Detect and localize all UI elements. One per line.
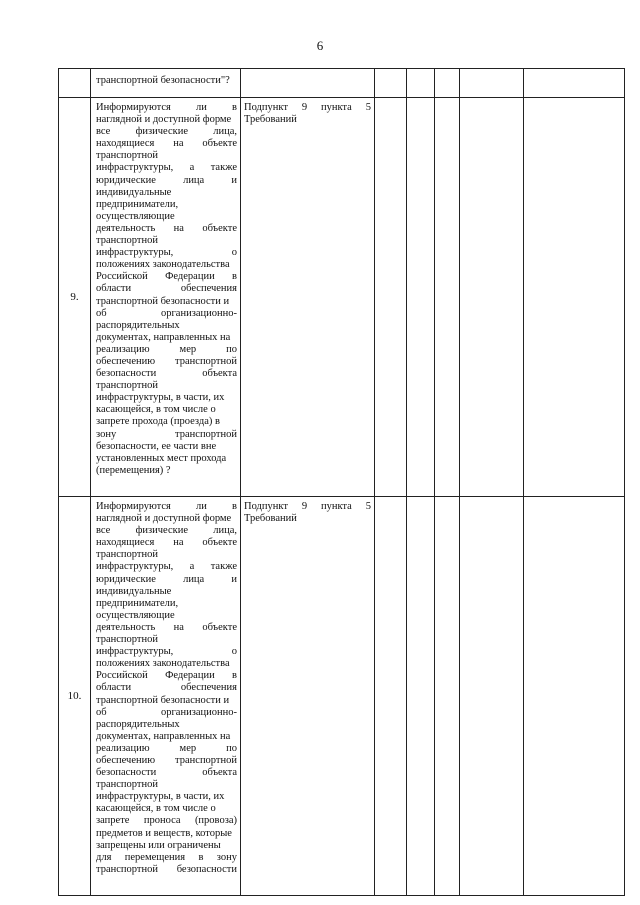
comment-cell (524, 69, 625, 98)
table-row-continuation (59, 69, 625, 98)
text-line (96, 622, 237, 634)
text-line: транспортной (96, 380, 158, 392)
answer-cell-yes (375, 497, 407, 896)
text-line: наглядной и доступной форме (96, 114, 232, 126)
notes-cell (460, 98, 524, 497)
text-line: инфраструктуры, в части, их (96, 392, 225, 404)
text-line: безопасности, ее части вне (96, 440, 217, 452)
text-line (244, 102, 371, 114)
text-word: Информируются (96, 102, 171, 113)
text-word: обеспечения (180, 682, 237, 694)
text-word: зону (216, 851, 237, 863)
text-word: в (232, 670, 237, 682)
text-word: транспортной (175, 428, 237, 440)
text-word: лица (183, 573, 205, 585)
text-line: транспортной (96, 150, 158, 162)
text-line (96, 162, 237, 174)
text-line: предприниматели, (96, 198, 179, 210)
text-line (96, 223, 237, 235)
text-line: касающейся, в том числе о (96, 404, 216, 416)
text-line: наглядной и доступной форме (96, 513, 232, 525)
requirement-cell (241, 69, 375, 98)
text-line: транспортной (96, 634, 158, 646)
text-word: все (96, 126, 111, 138)
text-word: по (226, 742, 237, 754)
answer-cell-no (407, 98, 435, 497)
text-line (96, 646, 237, 658)
text-word: инфраструктуры, (96, 646, 174, 658)
comment-cell (524, 98, 625, 497)
text-word: лица, (213, 525, 237, 537)
text-word: Федерации (165, 271, 215, 283)
text-word: в (198, 851, 204, 863)
text-word: находящиеся (96, 138, 155, 150)
text-word: Подпункт (244, 102, 288, 113)
notes-cell (460, 497, 524, 896)
text-line (96, 126, 237, 138)
text-word: запрете (96, 815, 130, 827)
text-word: области (96, 283, 132, 295)
text-word: ли (196, 102, 207, 113)
text-line: положениях законодательства (96, 259, 230, 271)
text-line: распорядительных (96, 718, 180, 730)
text-word: мер (179, 343, 197, 355)
text-line (96, 864, 237, 876)
text-line: установленных мест прохода (96, 452, 227, 464)
text-word: и (231, 573, 237, 585)
page-number: 6 (316, 38, 324, 53)
text-word: объекте (202, 621, 237, 633)
text-line (96, 102, 237, 114)
question-text (91, 497, 241, 896)
notes-cell (460, 69, 524, 98)
text-line: предметов и веществ, которые (96, 827, 232, 839)
text-word: Российской (96, 271, 148, 283)
text-line (244, 501, 371, 513)
text-line (96, 852, 237, 864)
text-line (96, 537, 237, 549)
text-word: Подпункт (244, 501, 288, 512)
text-line: транспортной безопасности и (96, 694, 230, 706)
text-line: положениях законодательства (96, 658, 230, 670)
text-word: объекте (202, 138, 237, 150)
text-word: Российской (96, 670, 148, 682)
text-word: объекта (202, 368, 237, 380)
answer-cell-na (435, 497, 460, 896)
text-word: на (173, 222, 184, 234)
text-word: транспортной (175, 754, 237, 766)
text-word: объекта (202, 767, 237, 779)
text-word: обеспечению (96, 754, 156, 766)
text-word: обеспечения (180, 283, 237, 295)
checklist-table (58, 68, 625, 896)
question-text (91, 98, 241, 497)
text-word: обеспечению (96, 355, 156, 367)
text-word: области (96, 682, 132, 694)
text-word: лица, (213, 126, 237, 138)
text-word: реализацию (96, 742, 150, 754)
text-line (96, 175, 237, 187)
text-line: (перемещения) ? (96, 464, 171, 476)
text-line: Требований (244, 513, 297, 525)
text-line (96, 271, 237, 283)
text-line: инфраструктуры, в части, их (96, 791, 225, 803)
text-word: реализацию (96, 343, 150, 355)
text-word: транспортной (175, 355, 237, 367)
text-line (96, 283, 237, 295)
text-line (96, 707, 237, 719)
table-row (59, 497, 625, 896)
text-word: также (210, 162, 237, 174)
text-word: в (232, 102, 237, 113)
text-word: безопасности (96, 767, 157, 779)
answer-cell-na (435, 69, 460, 98)
text-word: на (173, 537, 184, 549)
text-word: 9 (301, 102, 308, 113)
text-line: индивидуальные (96, 186, 172, 198)
requirement-reference (241, 497, 375, 896)
text-word: ли (196, 501, 207, 512)
text-line (96, 670, 237, 682)
text-line (96, 561, 237, 573)
text-line (96, 344, 237, 356)
text-line: транспортной (96, 235, 158, 247)
text-line (96, 138, 237, 150)
text-word: по (226, 343, 237, 355)
text-word: в (232, 271, 237, 283)
text-word: объекте (202, 222, 237, 234)
text-word: юридические (96, 174, 156, 186)
text-word: для (96, 851, 112, 863)
text-line: запрете прохода (проезда) в (96, 416, 220, 428)
text-word: перемещения (124, 851, 186, 863)
text-line (96, 368, 237, 380)
text-word: 5 (365, 501, 371, 512)
text-word: Федерации (165, 670, 215, 682)
row-number: 10. (59, 497, 91, 896)
text-word: все (96, 525, 111, 537)
text-line (96, 308, 237, 320)
text-line: Требований (244, 114, 297, 126)
text-line (96, 767, 237, 779)
answer-cell-no (407, 69, 435, 98)
text-line (96, 525, 237, 537)
text-word: лица (183, 174, 205, 186)
text-line: индивидуальные (96, 585, 172, 597)
text-word: зону (96, 428, 117, 440)
text-word: безопасности (176, 863, 237, 875)
text-line: транспортной безопасности и (96, 295, 230, 307)
text-line: касающейся, в том числе о (96, 803, 216, 815)
text-word: проноса (143, 815, 181, 827)
text-word: деятельность (96, 222, 156, 234)
text-word: объекте (202, 537, 237, 549)
text-line (96, 682, 237, 694)
answer-cell-yes (375, 69, 407, 98)
text-line: распорядительных (96, 319, 180, 331)
text-word: инфраструктуры, (96, 561, 174, 573)
text-word: а (189, 162, 195, 174)
text-line: запрещены или ограничены (96, 839, 221, 851)
text-line (96, 815, 237, 827)
text-word: организационно- (161, 706, 237, 718)
text-word: о (231, 646, 237, 658)
text-word: и (231, 174, 237, 186)
text-word: инфраструктуры, (96, 247, 174, 259)
text-word: 9 (301, 501, 308, 512)
text-word: транспортной (96, 863, 158, 875)
text-word: пункта (320, 501, 352, 512)
comment-cell (524, 497, 625, 896)
text-word: о (231, 247, 237, 259)
text-word: а (189, 561, 195, 573)
text-line: транспортной (96, 779, 158, 791)
text-line (96, 574, 237, 586)
question-cell (91, 69, 241, 98)
text-line: документах, направленных на (96, 331, 231, 343)
text-word: 5 (365, 102, 371, 113)
text-word: находящиеся (96, 537, 155, 549)
text-word: безопасности (96, 368, 157, 380)
text-word: (провоза) (194, 815, 237, 827)
question-tail-text: транспортной безопасности"? (96, 75, 230, 86)
text-word: деятельность (96, 621, 156, 633)
text-line: осуществляющие (96, 210, 175, 222)
text-word: физические (135, 525, 189, 537)
text-line: транспортной (96, 549, 158, 561)
text-line: документах, направленных на (96, 730, 231, 742)
answer-cell-yes (375, 98, 407, 497)
text-line (96, 356, 237, 368)
text-word: физические (135, 126, 189, 138)
text-line: предприниматели, (96, 597, 179, 609)
text-word: юридические (96, 573, 156, 585)
text-line (96, 247, 237, 259)
answer-cell-na (435, 98, 460, 497)
text-word: мер (179, 742, 197, 754)
text-word: на (173, 621, 184, 633)
answer-cell-no (407, 497, 435, 896)
text-word: об (96, 706, 107, 718)
text-line (96, 429, 237, 441)
text-word: в (232, 501, 237, 512)
number-cell (59, 69, 91, 98)
text-word: на (173, 138, 184, 150)
text-line (96, 501, 237, 513)
text-line (96, 755, 237, 767)
requirement-reference (241, 98, 375, 497)
text-word: организационно- (161, 307, 237, 319)
row-number: 9. (59, 98, 91, 497)
text-line (96, 743, 237, 755)
text-word: также (210, 561, 237, 573)
text-word: инфраструктуры, (96, 162, 174, 174)
table-row (59, 98, 625, 497)
text-word: пункта (320, 102, 352, 113)
text-line: осуществляющие (96, 609, 175, 621)
text-word: Информируются (96, 501, 171, 512)
text-word: об (96, 307, 107, 319)
